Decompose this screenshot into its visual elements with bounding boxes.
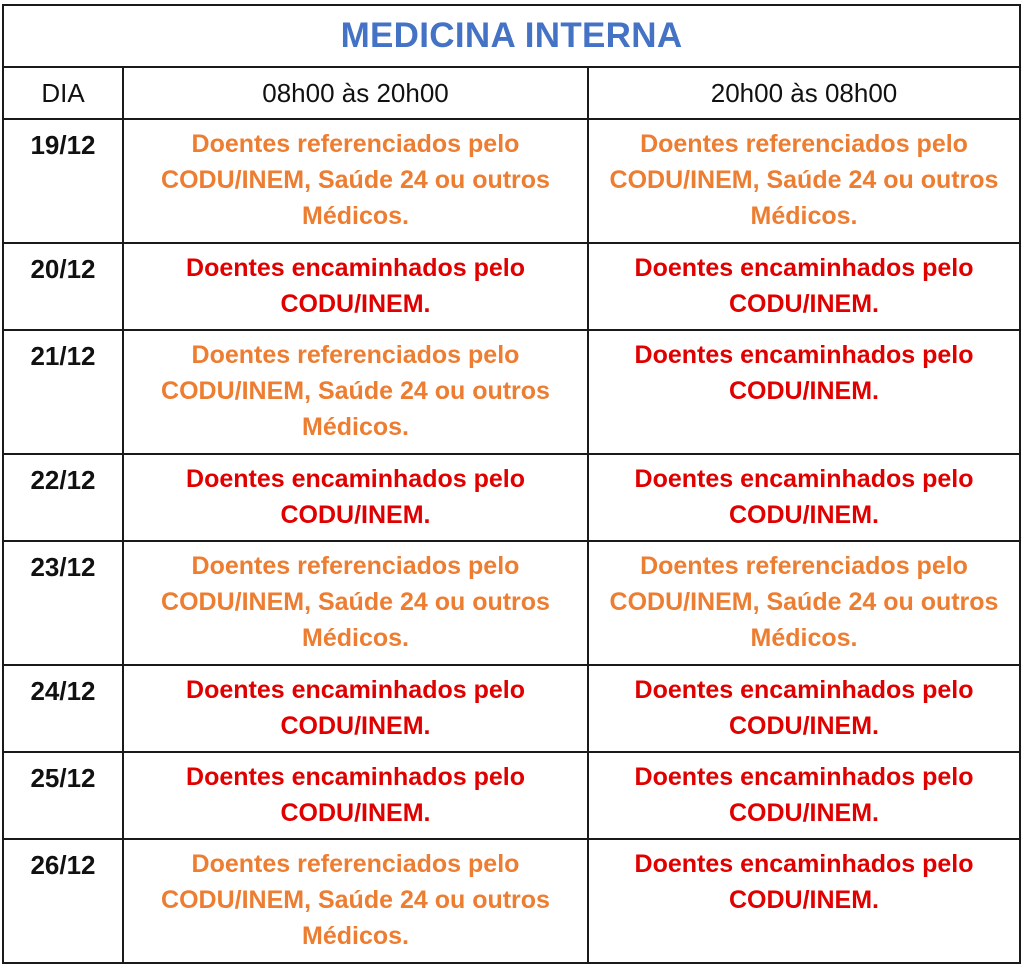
table-row bbox=[3, 839, 1020, 963]
day-shift-cell: Doentes encaminhados pelo CODU/INEM. bbox=[123, 243, 588, 330]
day-shift-cell: Doentes encaminhados pelo CODU/INEM. bbox=[123, 665, 588, 752]
table-row bbox=[3, 243, 1020, 330]
date-cell: 22/12 bbox=[3, 454, 123, 541]
night-shift-cell: Doentes encaminhados pelo CODU/INEM. bbox=[588, 330, 1020, 454]
title-row bbox=[3, 5, 1020, 67]
column-header-day: DIA bbox=[3, 67, 123, 119]
date-cell: 24/12 bbox=[3, 665, 123, 752]
night-shift-cell: Doentes referenciados pelo CODU/INEM, Saúde 24 ou outros Médicos. bbox=[588, 541, 1020, 665]
date-cell: 23/12 bbox=[3, 541, 123, 665]
date-cell: 19/12 bbox=[3, 119, 123, 243]
day-shift-cell: Doentes referenciados pelo CODU/INEM, Saúde 24 ou outros Médicos. bbox=[123, 330, 588, 454]
table-row bbox=[3, 665, 1020, 752]
date-cell: 20/12 bbox=[3, 243, 123, 330]
night-shift-cell: Doentes encaminhados pelo CODU/INEM. bbox=[588, 454, 1020, 541]
day-shift-cell: Doentes encaminhados pelo CODU/INEM. bbox=[123, 752, 588, 839]
night-shift-cell: Doentes encaminhados pelo CODU/INEM. bbox=[588, 752, 1020, 839]
day-shift-cell: Doentes encaminhados pelo CODU/INEM. bbox=[123, 454, 588, 541]
night-shift-cell: Doentes encaminhados pelo CODU/INEM. bbox=[588, 243, 1020, 330]
day-shift-cell: Doentes referenciados pelo CODU/INEM, Saúde 24 ou outros Médicos. bbox=[123, 119, 588, 243]
column-header-night-shift: 20h00 às 08h00 bbox=[588, 67, 1020, 119]
table-row bbox=[3, 541, 1020, 665]
schedule-table bbox=[2, 4, 1021, 964]
table-row bbox=[3, 330, 1020, 454]
day-shift-cell: Doentes referenciados pelo CODU/INEM, Saúde 24 ou outros Médicos. bbox=[123, 541, 588, 665]
day-shift-cell: Doentes referenciados pelo CODU/INEM, Saúde 24 ou outros Médicos. bbox=[123, 839, 588, 963]
night-shift-cell: Doentes referenciados pelo CODU/INEM, Saúde 24 ou outros Médicos. bbox=[588, 119, 1020, 243]
table-row bbox=[3, 119, 1020, 243]
table-row bbox=[3, 752, 1020, 839]
table-title: MEDICINA INTERNA bbox=[3, 5, 1020, 67]
table-row bbox=[3, 454, 1020, 541]
date-cell: 26/12 bbox=[3, 839, 123, 963]
night-shift-cell: Doentes encaminhados pelo CODU/INEM. bbox=[588, 839, 1020, 963]
column-header-day-shift: 08h00 às 20h00 bbox=[123, 67, 588, 119]
date-cell: 25/12 bbox=[3, 752, 123, 839]
date-cell: 21/12 bbox=[3, 330, 123, 454]
header-row bbox=[3, 67, 1020, 119]
night-shift-cell: Doentes encaminhados pelo CODU/INEM. bbox=[588, 665, 1020, 752]
